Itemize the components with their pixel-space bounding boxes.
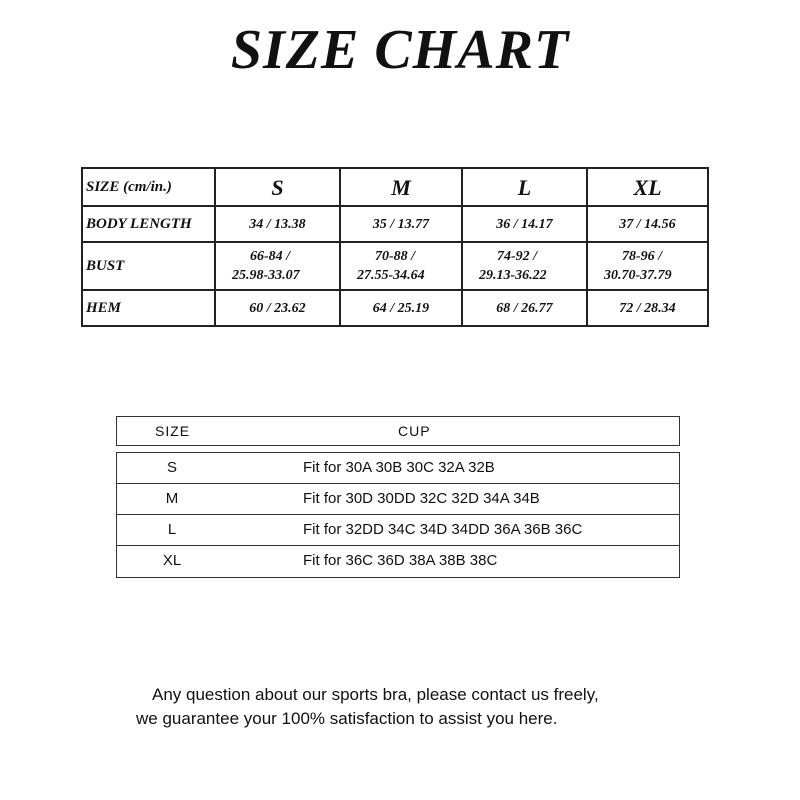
hem-s: 60 / 23.62 bbox=[216, 291, 341, 325]
table-row bbox=[117, 515, 679, 546]
header-size-s: S bbox=[216, 169, 341, 207]
contact-note-line-2: we guarantee your 100% satisfaction to assist you here. bbox=[136, 709, 558, 728]
cup-header-size: SIZE bbox=[155, 423, 191, 439]
header-size-unit: SIZE (cm/in.) bbox=[83, 169, 216, 207]
body-length-m: 35 / 13.77 bbox=[341, 207, 463, 243]
cup-table-header bbox=[116, 416, 680, 446]
bust-l: 74-92 / 29.13-36.22 bbox=[463, 243, 588, 291]
cup-size-table bbox=[116, 416, 680, 578]
row-label-hem: HEM bbox=[83, 291, 216, 325]
cup-row-fit: Fit for 36C 36D 38A 38B 38C bbox=[303, 552, 498, 569]
hem-xl: 72 / 28.34 bbox=[619, 300, 676, 316]
header-size-l: L bbox=[463, 169, 588, 207]
cup-row-size: M bbox=[165, 490, 179, 507]
header-size-xl: XL bbox=[588, 169, 707, 207]
measurement-table bbox=[81, 167, 709, 327]
hem-m: 64 / 25.19 bbox=[341, 291, 463, 325]
table-row bbox=[117, 546, 679, 577]
bust-m: 70-88 / 27.55-34.64 bbox=[341, 243, 463, 291]
cup-row-fit: Fit for 30D 30DD 32C 32D 34A 34B bbox=[303, 490, 540, 507]
cup-row-size: S bbox=[166, 459, 177, 476]
body-length-xl: 37 / 14.56 bbox=[588, 207, 707, 243]
table-row bbox=[117, 453, 679, 484]
body-length-l: 36 / 14.17 bbox=[463, 207, 588, 243]
header-size-m: M bbox=[341, 169, 463, 207]
cup-row-fit: Fit for 30A 30B 30C 32A 32B bbox=[303, 459, 495, 476]
bust-xl: 78-96 / 30.70-37.79 bbox=[588, 243, 707, 291]
cup-row-size: XL bbox=[162, 552, 182, 569]
hem-l: 68 / 26.77 bbox=[463, 291, 588, 325]
body-length-s: 34 / 13.38 bbox=[216, 207, 341, 243]
row-label-bust: BUST bbox=[83, 243, 216, 291]
bust-s: 66-84 / 25.98-33.07 bbox=[216, 243, 341, 291]
cup-row-size: L bbox=[167, 521, 177, 538]
row-label-body-length: BODY LENGTH bbox=[83, 207, 216, 243]
page-title: SIZE CHART bbox=[230, 19, 570, 81]
contact-note-line-1: Any question about our sports bra, please contact us freely, bbox=[152, 685, 599, 704]
cup-header-cup: CUP bbox=[398, 423, 431, 439]
table-row bbox=[117, 484, 679, 515]
cup-table-body bbox=[116, 452, 680, 578]
cup-row-fit: Fit for 32DD 34C 34D 34DD 36A 36B 36C bbox=[303, 521, 583, 538]
